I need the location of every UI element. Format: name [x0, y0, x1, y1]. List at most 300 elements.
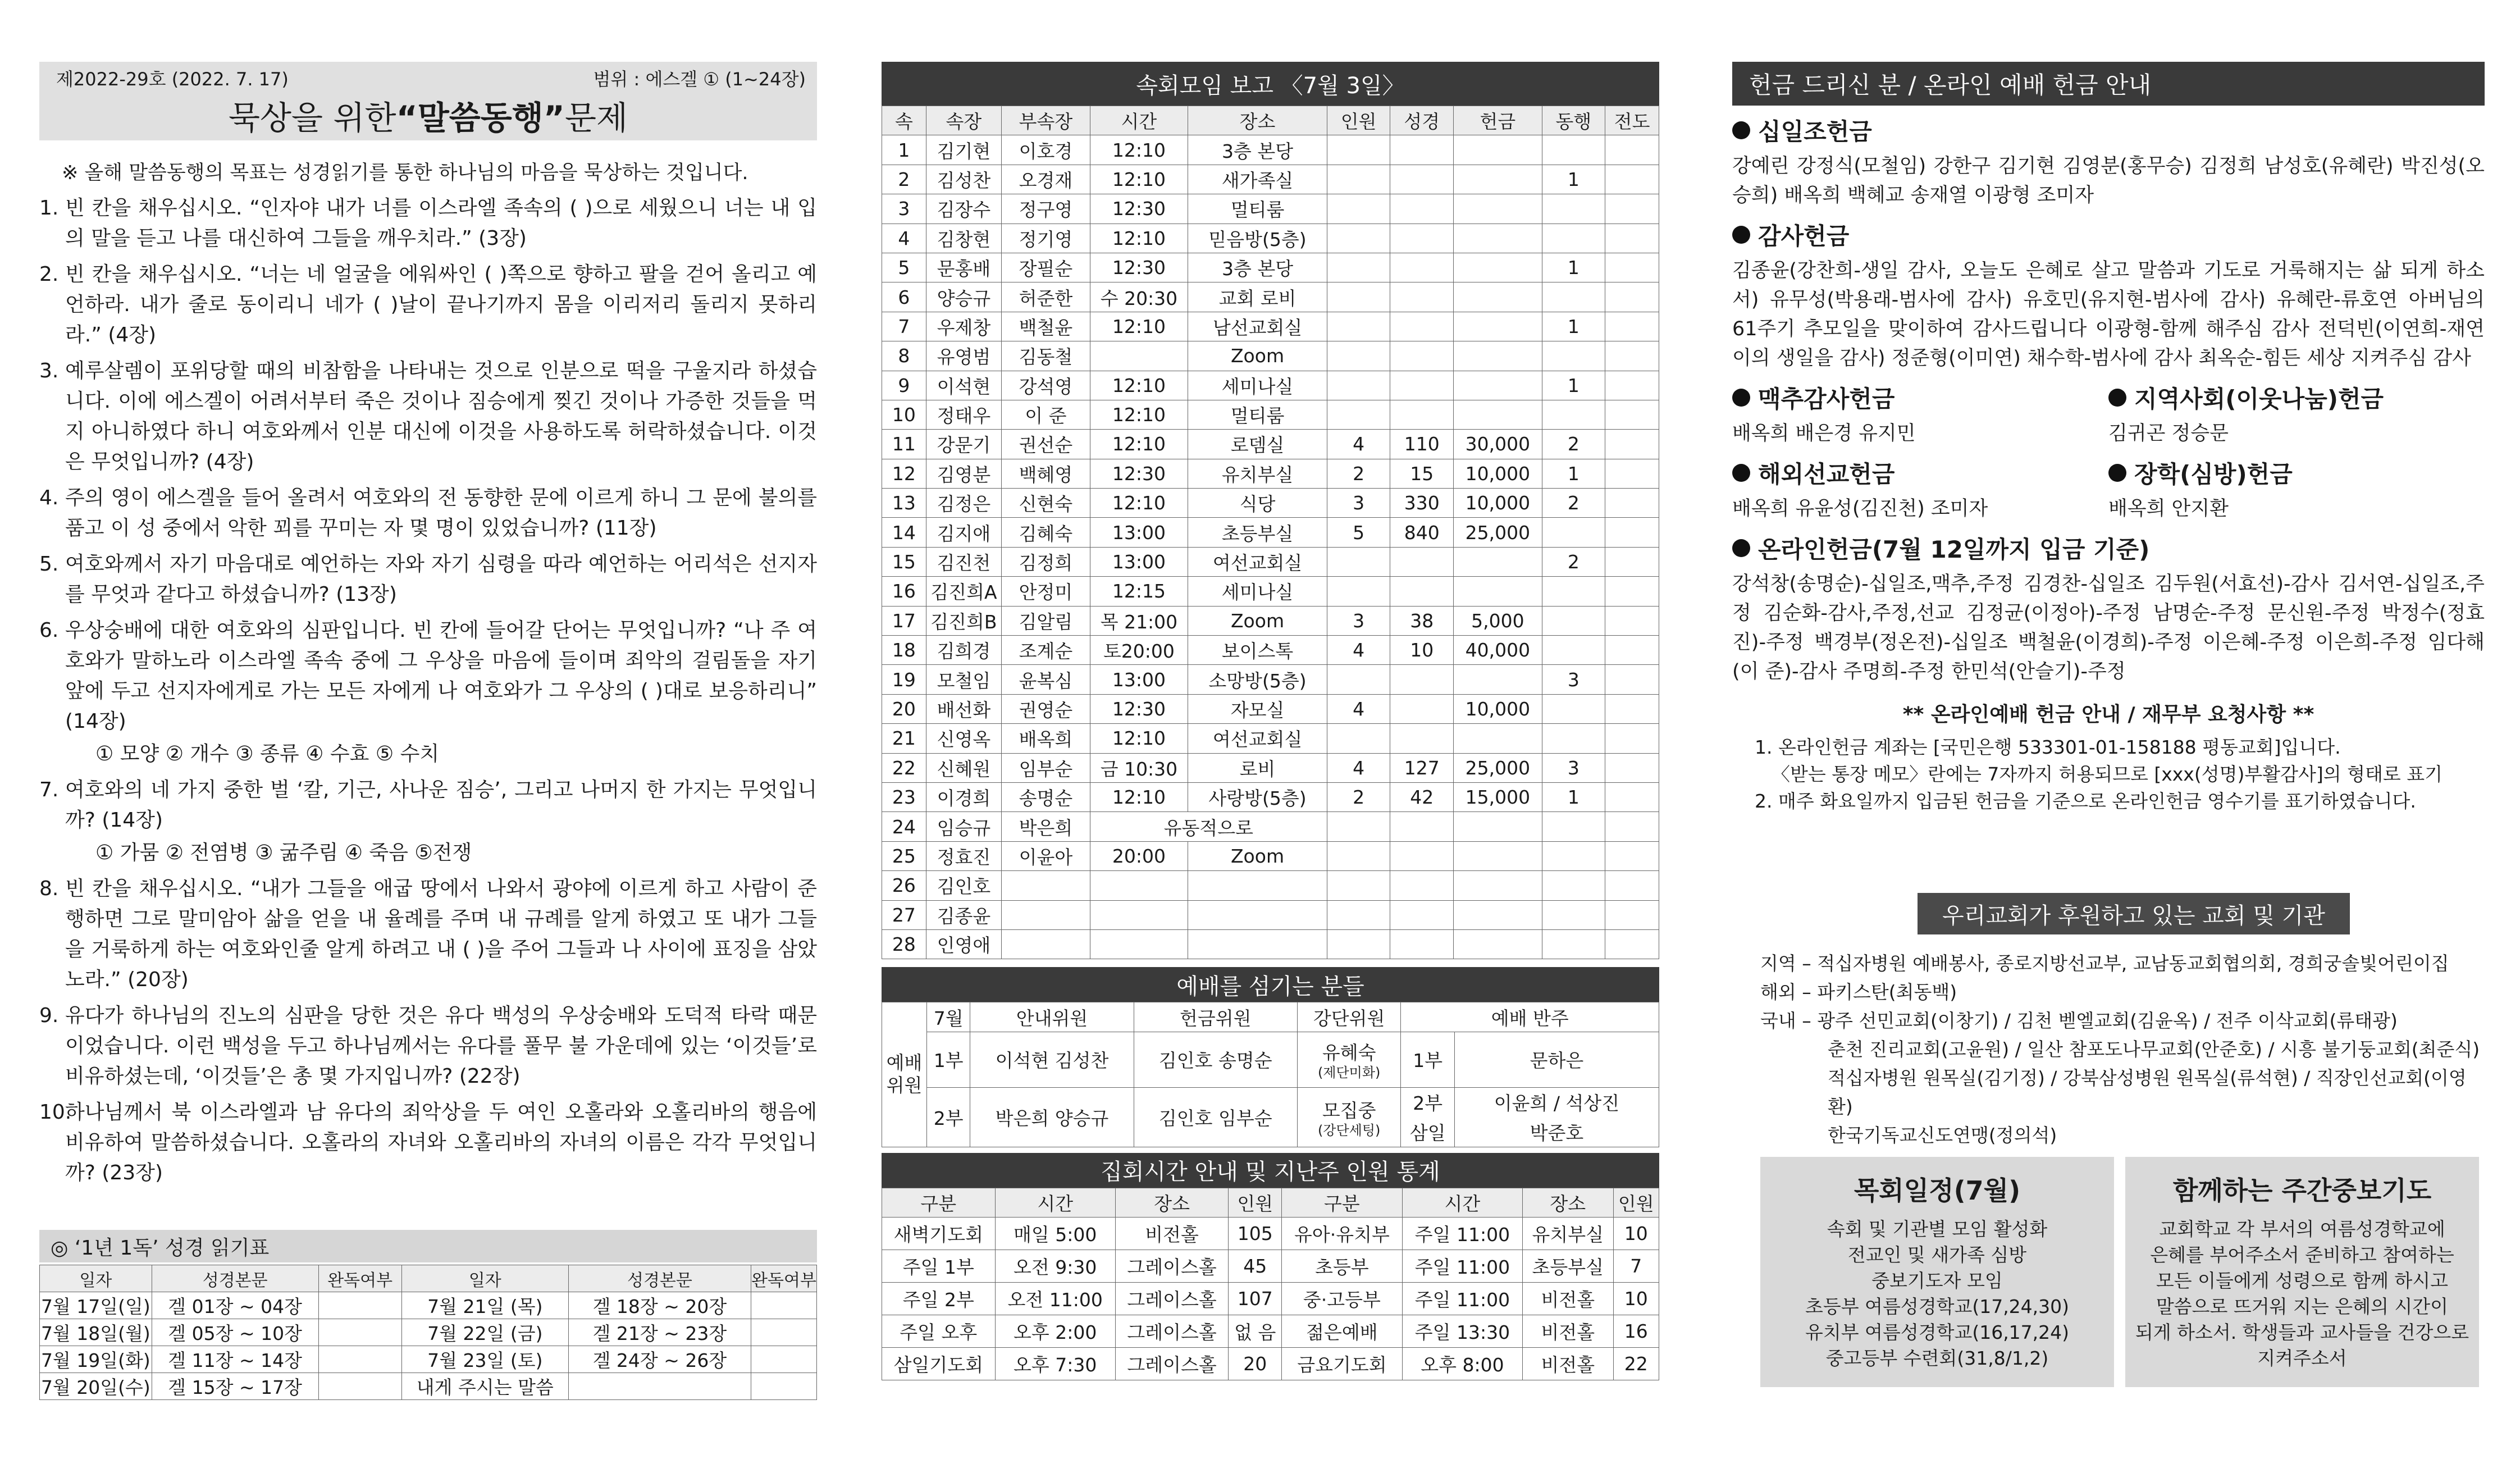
table-cell: [318, 1346, 401, 1373]
table-cell: 7월 18일(월): [40, 1319, 152, 1346]
schedule-line: 전교인 및 새가족 심방: [1847, 1244, 2027, 1266]
table-cell: 인영애: [926, 929, 1001, 959]
table-header: 인원: [1229, 1188, 1282, 1217]
table-cell: 새벽기도회: [882, 1217, 996, 1250]
table-cell: 주일 11:00: [1402, 1282, 1522, 1315]
table-cell: 오후 8:00: [1402, 1347, 1522, 1380]
table-header: 일자: [401, 1265, 568, 1292]
table-cell: Zoom: [1188, 841, 1327, 870]
table-cell: 8: [882, 341, 926, 371]
question-text: 8. 빈 칸을 채우십시오. “내가 그들을 애굽 땅에서 나와서 광야에 이르게 하고 사람이 준행하면 그로 말미암아 삶을 얻을 내 율례를 주며 내 규례를 알게 하였고 또 내가 그들을 거룩하게 하는 여호와인줄 알게 하려고 내 ( )을 주어 그들과 나 사이에 표징을 삼았노라.” (20장): [39, 874, 817, 995]
table-cell: 10: [1613, 1282, 1659, 1315]
table-cell: [1454, 165, 1542, 194]
table-cell: 20:00: [1090, 841, 1188, 870]
table-cell: [1605, 547, 1659, 576]
community-heading: 지역사회(이웃나눔)헌금: [2108, 381, 2384, 414]
table-row: [882, 1087, 1659, 1147]
table-row: [882, 1282, 1659, 1315]
table-cell: 11: [882, 430, 926, 459]
table-cell: 수 20:30: [1090, 282, 1188, 312]
table-cell: 42: [1390, 782, 1454, 811]
table-cell: 3: [1327, 489, 1390, 518]
table-header: 안내위원: [970, 1002, 1134, 1032]
table-cell: [1605, 489, 1659, 518]
table-cell: 3층 본당: [1188, 135, 1327, 165]
table-cell: 로뎀실: [1188, 430, 1327, 459]
table-cell: [1390, 224, 1454, 253]
table-cell: [1542, 636, 1605, 665]
table-cell: [1454, 282, 1542, 312]
table-cell: 5: [1327, 518, 1390, 547]
offering-row-1: [1732, 373, 2485, 448]
table-cell: 이윤희 / 석상진: [1454, 1088, 1659, 1117]
online-heading: 온라인헌금(7월 12일까지 입금 기준): [1732, 531, 2485, 565]
question-text: 3. 예루살렘이 포위당할 때의 비참함을 나타내는 것으로 인분으로 떡을 구울지라 하셨습니다. 이에 에스겔이 어려서부터 죽은 것이나 짐승에게 찢긴 것이나 가증한 것들을 먹지 아니하였다 하니 여호와께서 인분 대신에 이것을 사용하도록 허락하셨습니다. 이것은 무엇입니까? (4장): [39, 356, 817, 477]
table-cell: 주일 오후: [882, 1315, 996, 1347]
scholar-names: 배옥희 안지환: [2108, 498, 2229, 520]
table-cell: 22: [882, 753, 926, 782]
table-cell: 4: [1327, 753, 1390, 782]
tithe-heading: 십일조헌금: [1732, 113, 2485, 147]
table-cell: 17: [882, 606, 926, 635]
bullet-icon: [1732, 539, 1750, 557]
table-cell: 멀티룸: [1188, 400, 1327, 429]
table-cell: 그레이스홀: [1115, 1347, 1229, 1380]
question-number: 9.: [39, 1004, 59, 1027]
question-text: 10. 하나님께서 북 이스라엘과 남 유다의 죄악상을 두 여인 오홀라와 오홀리바의 행음에 비유하여 말씀하셨습니다. 오홀라의 자녀와 오홀리바의 자녀의 이름은 각각 무엇입니까? (23장): [39, 1097, 817, 1188]
table-cell: [1605, 636, 1659, 665]
table-cell: 4: [1327, 636, 1390, 665]
table-cell: 오후 7:30: [995, 1347, 1115, 1380]
table-row: [882, 724, 1659, 753]
table-cell: [1454, 371, 1542, 400]
table-header: 부속장: [1002, 106, 1090, 135]
table-cell: [751, 1373, 817, 1400]
table-row: [882, 430, 1659, 459]
table-cell: 9: [882, 371, 926, 400]
table-cell: 12:10: [1090, 371, 1188, 400]
table-header: 성경: [1390, 106, 1454, 135]
table-cell: 젊은예배: [1282, 1315, 1403, 1347]
table-cell: 김진희B: [926, 606, 1001, 635]
bullet-icon: [2108, 389, 2126, 407]
table-cell: 오후 2:00: [995, 1315, 1115, 1347]
table-cell: 4: [1327, 430, 1390, 459]
table-cell: 유동적으로: [1090, 812, 1327, 841]
table-cell: 7월 17일(일): [40, 1292, 152, 1319]
bullet-icon: [2108, 464, 2126, 482]
table-cell: 김장수: [926, 194, 1001, 224]
question-item: [39, 1097, 817, 1188]
question-number: 10.: [39, 1101, 72, 1124]
table-cell: [1605, 518, 1659, 547]
table-cell: 12:30: [1090, 694, 1188, 723]
table-cell: [568, 1373, 751, 1400]
table-cell: 7월 22일 (금): [401, 1319, 568, 1346]
table-cell: [1090, 871, 1188, 900]
intro-note: ※ 올해 말씀동행의 목표는 성경읽기를 통한 하나님의 마음을 묵상하는 것입니다.: [62, 162, 748, 184]
table-cell: [1605, 753, 1659, 782]
table-cell: [318, 1319, 401, 1346]
table-cell: [1002, 900, 1090, 929]
table-cell: 2: [882, 165, 926, 194]
table-cell: 10: [1613, 1217, 1659, 1250]
question-options: ① 모양 ② 개수 ③ 종류 ④ 수효 ⑤ 수치: [95, 742, 440, 765]
mission-heading: 해외선교헌금: [1732, 456, 2108, 490]
question-options: ① 가뭄 ② 전염병 ③ 굶주림 ④ 죽음 ⑤전쟁: [95, 841, 472, 864]
table-cell: 겔 05장 ~ 10장: [152, 1319, 318, 1346]
table-header: 인원: [1327, 106, 1390, 135]
question-number: 4.: [39, 486, 59, 509]
table-cell: 5,000: [1454, 606, 1542, 635]
table-cell: [1454, 341, 1542, 371]
table-cell: [1605, 577, 1659, 606]
table-cell: [1327, 371, 1390, 400]
table-cell: 배선화: [926, 694, 1001, 723]
table-cell: [1542, 724, 1605, 753]
table-row: [882, 812, 1659, 841]
question-number: 1.: [39, 197, 59, 220]
table-cell: 10,000: [1454, 694, 1542, 723]
table-cell: 유치부실: [1522, 1217, 1613, 1250]
table-cell: 15: [1390, 459, 1454, 488]
table-cell: [1605, 371, 1659, 400]
table-cell: 정기영: [1002, 224, 1090, 253]
question-item: [39, 1001, 817, 1092]
table-cell: 1: [1542, 371, 1605, 400]
table-cell: 7월 21일 (목): [401, 1292, 568, 1319]
table-cell: [1605, 135, 1659, 165]
table-cell: [1605, 459, 1659, 488]
table-header: 시간: [995, 1188, 1115, 1217]
table-cell: [1605, 253, 1659, 282]
table-cell: 여선교회실: [1188, 724, 1327, 753]
table-cell: [1327, 253, 1390, 282]
table-cell: [1454, 665, 1542, 694]
table-cell: [1327, 194, 1390, 224]
question-text: 5. 여호와께서 자기 마음대로 예언하는 자와 자기 심령을 따라 예언하는 어리석은 선지자를 무엇과 같다고 하셨습니까? (13장): [39, 549, 817, 610]
table-cell: 330: [1390, 489, 1454, 518]
table-cell: 12:30: [1090, 459, 1188, 488]
table-cell: [1605, 900, 1659, 929]
table-cell: 박은희 양승규: [970, 1087, 1134, 1147]
notice-block: [1732, 734, 2485, 815]
report-title: 속회모임 보고 〈7월 3일〉: [882, 62, 1659, 106]
reading-plan: [39, 1230, 817, 1400]
table-cell: [1090, 900, 1188, 929]
table-cell: [1454, 224, 1542, 253]
table-cell: [1605, 812, 1659, 841]
table-cell: [1605, 341, 1659, 371]
table-cell: 유치부실: [1188, 459, 1327, 488]
table-header: 장소: [1188, 106, 1327, 135]
table-cell: 김인호 임부순: [1134, 1087, 1297, 1147]
table-row: [882, 489, 1659, 518]
table-cell: 6: [882, 282, 926, 312]
table-cell: 사랑방(5층): [1188, 782, 1327, 811]
table-cell: 보이스톡: [1188, 636, 1327, 665]
table-header: 완독여부: [751, 1265, 817, 1292]
prayer-line: 교회학교 각 부서의 여름성경학교에: [2159, 1218, 2445, 1240]
table-cell: 임승규: [926, 812, 1001, 841]
table-cell: [1390, 724, 1454, 753]
table-cell: 12:10: [1090, 430, 1188, 459]
table-row: [882, 312, 1659, 341]
table-cell: 5: [882, 253, 926, 282]
table-cell: 김알림: [1002, 606, 1090, 635]
table-row: [882, 547, 1659, 576]
table-cell: Zoom: [1188, 606, 1327, 635]
table-cell: 840: [1390, 518, 1454, 547]
table-cell: 윤복심: [1002, 665, 1090, 694]
table-row: [40, 1292, 817, 1319]
table-cell: [1327, 282, 1390, 312]
table-cell: [1605, 841, 1659, 870]
table-cell: 그레이스홀: [1115, 1250, 1229, 1282]
table-row: [882, 665, 1659, 694]
table-cell: 백철윤: [1002, 312, 1090, 341]
question-item: [39, 259, 817, 350]
table-cell: 김창현: [926, 224, 1001, 253]
table-cell: 16: [882, 577, 926, 606]
table-cell: 그레이스홀: [1115, 1282, 1229, 1315]
table-cell: [1605, 194, 1659, 224]
table-row: [882, 1347, 1659, 1380]
table-cell: 12:10: [1090, 724, 1188, 753]
table-row: [882, 577, 1659, 606]
table-cell: [1542, 400, 1605, 429]
table-cell: 겔 18장 ~ 20장: [568, 1292, 751, 1319]
table-row: [882, 282, 1659, 312]
table-header: 장소: [1522, 1188, 1613, 1217]
question-item: [39, 615, 817, 737]
question-number: 7.: [39, 778, 59, 801]
table-cell: 김인호: [926, 871, 1001, 900]
question-text: 7. 여호와의 네 가지 중한 벌 ‘칼, 기근, 사나운 짐승’, 그리고 나머지 한 가지는 무엇입니까? (14장): [39, 775, 817, 836]
table-cell: 13:00: [1090, 547, 1188, 576]
table-header: 전도: [1605, 106, 1659, 135]
table-cell: 겔 24장 ~ 26장: [568, 1346, 751, 1373]
table-header: 예배 반주: [1401, 1002, 1659, 1032]
table-cell: [1542, 577, 1605, 606]
table-row: [882, 253, 1659, 282]
table-cell: [1542, 194, 1605, 224]
table-cell: 식당: [1188, 489, 1327, 518]
table-cell: [1327, 135, 1390, 165]
table-cell: 25: [882, 841, 926, 870]
table-cell: [1454, 812, 1542, 841]
table-header: 강단위원: [1297, 1002, 1401, 1032]
weekly-prayer: [2125, 1157, 2479, 1387]
question-list: [39, 193, 817, 1188]
table-row: [882, 518, 1659, 547]
prayer-line: 되게 하소서. 학생들과 교사들을 건강으로: [2135, 1321, 2469, 1343]
table-cell: 2부: [927, 1087, 970, 1147]
table-cell: [1090, 929, 1188, 959]
table-cell: 110: [1390, 430, 1454, 459]
table-cell: 오경재: [1002, 165, 1090, 194]
table-cell: 2부: [1413, 1092, 1443, 1115]
table-cell: [1390, 871, 1454, 900]
altar-name: 유혜숙: [1322, 1042, 1376, 1064]
table-cell: [1605, 871, 1659, 900]
table-cell: 정효진: [926, 841, 1001, 870]
question-number: 5.: [39, 553, 59, 576]
support-line: 국내 – 광주 선민교회(이창기) / 김천 벧엘교회(김윤옥) / 전주 이삭교회(류태광): [1760, 1010, 2398, 1032]
table-cell: [1542, 900, 1605, 929]
altar-note: (강단세팅): [1317, 1122, 1381, 1138]
table-header: 헌금위원: [1134, 1002, 1297, 1032]
table-cell: 김희경: [926, 636, 1001, 665]
table-cell: 105: [1229, 1217, 1282, 1250]
table-row: [40, 1346, 817, 1373]
table-cell: 27: [882, 900, 926, 929]
support-list: [1760, 949, 2485, 1150]
table-cell: 김성찬: [926, 165, 1001, 194]
question-text: 9. 유다가 하나님의 진노의 심판을 당한 것은 유다 백성의 우상숭배와 도덕적 타락 때문이었습니다. 이런 백성을 두고 하나님께서는 유다를 풀무 불 가운데에 있는 ‘이것들’로 비유하셨는데, ‘이것들’은 총 몇 가지입니까? (22장): [39, 1001, 817, 1092]
table-cell: 이경희: [926, 782, 1001, 811]
table-cell: [1542, 341, 1605, 371]
table-cell: Zoom: [1188, 341, 1327, 371]
table-cell: [1327, 665, 1390, 694]
table-header: 완독여부: [318, 1265, 401, 1292]
table-cell: 삼일: [1409, 1121, 1446, 1144]
table-cell: 겔 21장 ~ 23장: [568, 1319, 751, 1346]
table-cell: 1: [1542, 459, 1605, 488]
altar-note: (제단미화): [1317, 1065, 1381, 1081]
table-cell: 14: [882, 518, 926, 547]
table-cell: [1327, 841, 1390, 870]
table-cell: 주일 11:00: [1402, 1250, 1522, 1282]
table-cell: 믿음방(5층): [1188, 224, 1327, 253]
table-cell: [1454, 312, 1542, 341]
meeting-table: [882, 1188, 1659, 1380]
bullet-icon: [1732, 389, 1750, 407]
table-cell: 양승규: [926, 282, 1001, 312]
table-row: [1401, 1088, 1659, 1117]
reading-plan-title: ◎ ‘1년 1독’ 성경 읽기표: [39, 1230, 817, 1262]
table-row: [882, 135, 1659, 165]
table-cell: [1390, 400, 1454, 429]
prayer-line: 모든 이들에게 성령으로 함께 하시고: [2156, 1270, 2449, 1292]
right-column: [1732, 62, 2485, 1369]
table-cell: [1327, 400, 1390, 429]
table-cell: [1327, 341, 1390, 371]
table-cell: [1327, 547, 1390, 576]
support-line: 한국기독교신도연맹(정의석): [1828, 1124, 2057, 1146]
table-cell: [751, 1346, 817, 1373]
table-cell: [1297, 1032, 1401, 1087]
middle-column: [882, 62, 1659, 1380]
mission-names: 배옥희 유윤성(김진천) 조미자: [1732, 498, 1988, 520]
schedule-line: 속회 및 기관별 모임 활성화: [1827, 1218, 2048, 1240]
table-cell: 소망방(5층): [1188, 665, 1327, 694]
table-cell: 장필순: [1002, 253, 1090, 282]
table-cell: 1부: [927, 1032, 970, 1087]
table-cell: 금요기도회: [1282, 1347, 1403, 1380]
question-item: [39, 549, 817, 610]
table-cell: 신혜원: [926, 753, 1001, 782]
table-cell: [1327, 871, 1390, 900]
table-header: 동행: [1542, 106, 1605, 135]
table-cell: [1542, 606, 1605, 635]
table-cell: 30,000: [1454, 430, 1542, 459]
table-cell: 김동철: [1002, 341, 1090, 371]
table-row: [40, 1373, 817, 1400]
question-number: 2.: [39, 263, 59, 286]
table-cell: [1542, 518, 1605, 547]
table-cell: 새가족실: [1188, 165, 1327, 194]
table-cell: 12:10: [1090, 165, 1188, 194]
table-row: [882, 841, 1659, 870]
table-cell: 이윤아: [1002, 841, 1090, 870]
table-row: [882, 459, 1659, 488]
table-cell: 12: [882, 459, 926, 488]
table-cell: [1542, 282, 1605, 312]
table-cell: [1454, 135, 1542, 165]
table-cell: 송명순: [1002, 782, 1090, 811]
pastoral-schedule: [1760, 1157, 2114, 1387]
reading-table: [39, 1265, 817, 1400]
table-row: [882, 694, 1659, 723]
table-cell: 13:00: [1090, 518, 1188, 547]
table-cell: 김혜숙: [1002, 518, 1090, 547]
question-text: 2. 빈 칸을 채우십시오. “너는 네 얼굴을 에워싸인 ( )쪽으로 향하고 팔을 걷어 올리고 예언하라. 내가 줄로 동이리니 네가 ( )날이 끝나기까지 몸을 이리저리 돌리지 못하리라.” (4장): [39, 259, 817, 350]
question-number: 3.: [39, 359, 59, 382]
table-row: [882, 1217, 1659, 1250]
question-item: [39, 483, 817, 544]
table-cell: 주일 1부: [882, 1250, 996, 1282]
scholar-heading: 장학(심방)헌금: [2108, 456, 2293, 490]
table-cell: 오전 11:00: [995, 1282, 1115, 1315]
table-cell: [1454, 841, 1542, 870]
table-header: 성경본문: [568, 1265, 751, 1292]
table-row: [882, 165, 1659, 194]
table-row: [882, 753, 1659, 782]
table-row: [882, 1315, 1659, 1347]
table-cell: [318, 1292, 401, 1319]
table-cell: 비전홀: [1522, 1315, 1613, 1347]
table-cell: 내게 주시는 말씀: [401, 1373, 568, 1400]
table-cell: 18: [882, 636, 926, 665]
table-cell: [1605, 165, 1659, 194]
table-row: [882, 400, 1659, 429]
table-cell: [1327, 577, 1390, 606]
table-cell: 3: [882, 194, 926, 224]
table-cell: 그레이스홀: [1115, 1315, 1229, 1347]
table-cell: 중·고등부: [1282, 1282, 1403, 1315]
notice-line: 〈받는 통장 메모〉란에는 7자까지 허용되므로 [xxx(성명)부활감사]의 형태로 표기: [1772, 763, 2443, 785]
table-cell: [1327, 224, 1390, 253]
table-row: [882, 782, 1659, 811]
prayer-line: 지켜주소서: [2257, 1347, 2347, 1369]
support-title: 우리교회가 후원하고 있는 교회 및 기관: [1918, 893, 2350, 934]
online-names: 강석창(송명순)-십일조,맥추,주정 김경찬-십일조 김두원(서효선)-감사 김서연-십일조,주정 김순화-감사,주정,선교 김정균(이정아)-주정 남명순-주정 문신원-주정 박정수(정효진)-주정 백경부(정온전)-십일조 백철윤(이경희)-주정 이은혜-주정 이은희-주정 임다해(이 준)-감사 주명희-주정 한민석(안슬기)-주정: [1732, 573, 2485, 683]
table-cell: 12:15: [1090, 577, 1188, 606]
table-cell: 7월 23일 (토): [401, 1346, 568, 1373]
table-row: [882, 900, 1659, 929]
table-cell: 26: [882, 871, 926, 900]
table-header: 예배위원: [882, 1002, 927, 1147]
table-cell: 겔 15장 ~ 17장: [152, 1373, 318, 1400]
bullet-icon: [1732, 464, 1750, 482]
table-cell: [1605, 606, 1659, 635]
table-cell: [1605, 400, 1659, 429]
table-cell: 권영순: [1002, 694, 1090, 723]
table-cell: 초등부: [1282, 1250, 1403, 1282]
table-row: [882, 1250, 1659, 1282]
table-cell: [1542, 812, 1605, 841]
